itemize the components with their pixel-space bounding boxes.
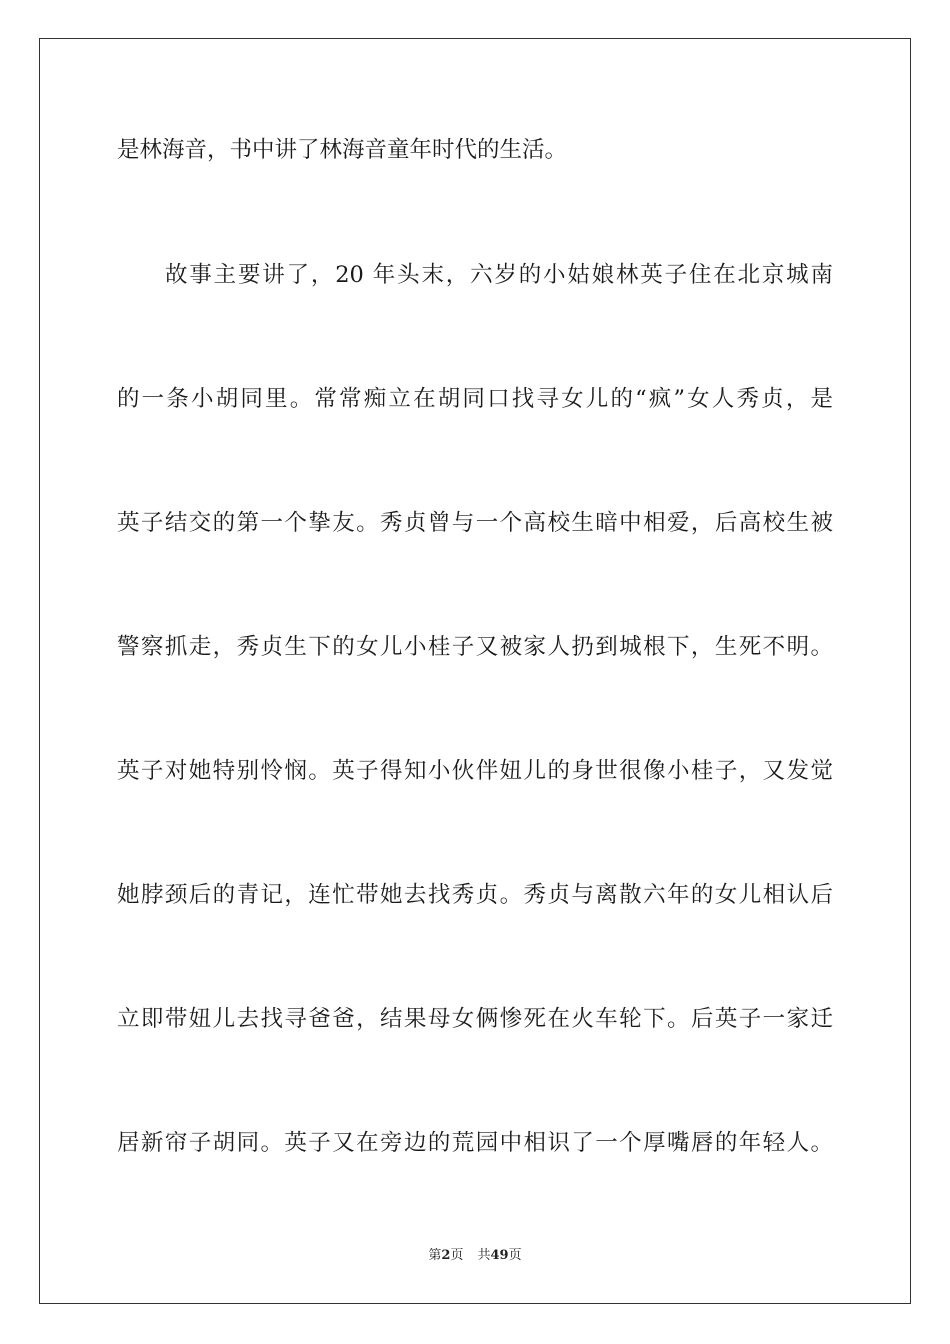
text-line: 英子对她特别怜悯。英子得知小伙伴妞儿的身世很像小桂子，又发觉 [117, 758, 833, 784]
page-total: 49 [490, 1248, 509, 1263]
text-line: 英子结交的第一个挚友。秀贞曾与一个高校生暗中相爱，后高校生被 [117, 510, 833, 536]
page-prefix: 第 [428, 1248, 442, 1263]
total-suffix: 页 [508, 1248, 522, 1263]
text-line: 警察抓走，秀贞生下的女儿小桂子又被家人扔到城根下，生死不明。 [117, 634, 833, 660]
total-prefix: 共 [477, 1248, 491, 1263]
text-line: 是林海音，书中讲了林海音童年时代的生活。 [117, 137, 568, 163]
text-line: 居新帘子胡同。英子又在旁边的荒园中相识了一个厚嘴唇的年轻人。 [117, 1130, 833, 1156]
page-border [39, 38, 911, 1304]
paragraph-first-line: 故事主要讲了，20 年头末，六岁的小姑娘林英子住在北京城南 [165, 262, 833, 288]
text-line: 的一条小胡同里。常常痴立在胡同口找寻女儿的“疯”女人秀贞，是 [117, 386, 833, 412]
text-line: 立即带妞儿去找寻爸爸，结果母女俩惨死在火车轮下。后英子一家迁 [117, 1006, 833, 1032]
page-footer [0, 1247, 950, 1265]
text-line: 她脖颈后的青记，连忙带她去找秀贞。秀贞与离散六年的女儿相认后 [117, 882, 833, 908]
page-suffix: 页 [450, 1248, 464, 1263]
page-current: 2 [441, 1248, 451, 1263]
